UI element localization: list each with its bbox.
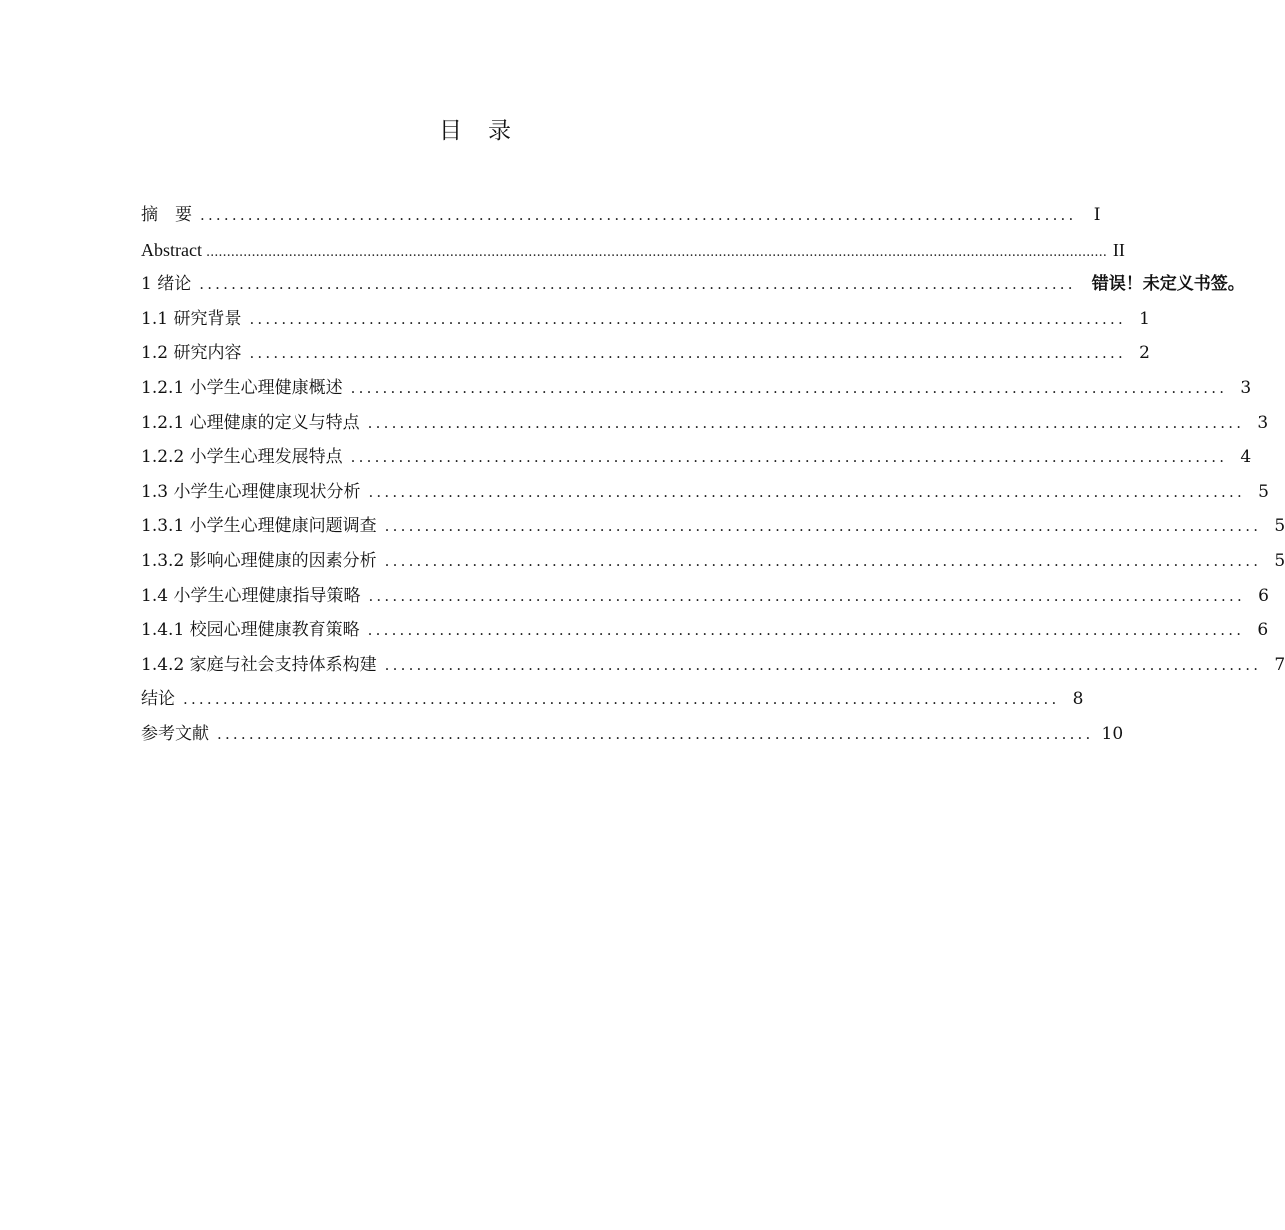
- dot-leader: ..............................................................................................................: [199, 275, 1076, 294]
- toc-entry-label: Abstract: [141, 239, 202, 260]
- dot-leader: ..............................................................................................................: [367, 413, 1245, 432]
- toc-entry-1-4[interactable]: [141, 579, 1269, 614]
- dot-leader: ..............................................................................................................: [200, 206, 1077, 224]
- toc-entry-1-1[interactable]: [141, 302, 1150, 337]
- toc-entry-label: 1.4.1 校园心理健康教育策略: [141, 620, 360, 641]
- toc-entry-chapter-1[interactable]: [141, 267, 1245, 302]
- toc-entry-references[interactable]: [141, 717, 1124, 752]
- dot-leader: ..........................................................................................................................................................................................................................: [205, 244, 1107, 260]
- dot-leader: ..............................................................................................................: [350, 378, 1228, 397]
- toc-entry-1-2-1a[interactable]: [141, 371, 1252, 406]
- toc-entry-label: 1.3 小学生心理健康现状分析: [141, 481, 361, 502]
- toc-entry-page: 2: [1139, 343, 1150, 364]
- toc-entry-label: 1.4 小学生心理健康指导策略: [141, 585, 361, 606]
- toc-entry-1-2[interactable]: [141, 336, 1150, 371]
- title-char-1: 目: [439, 118, 462, 144]
- dot-leader: ..............................................................................................................: [384, 517, 1262, 536]
- toc-entry-label: 摘 要: [141, 205, 192, 225]
- toc-entry-label: 1.2.1 小学生心理健康概述: [141, 377, 343, 398]
- toc-entry-page: 3: [1240, 377, 1252, 398]
- dot-leader: ..............................................................................................................: [350, 448, 1228, 467]
- toc-entry-1-4-1[interactable]: [141, 613, 1269, 648]
- toc-entry-page: 1: [1139, 308, 1150, 329]
- toc-entry-page: 8: [1072, 689, 1084, 710]
- toc-entry-label: 1.2.1 心理健康的定义与特点: [141, 412, 360, 433]
- toc-entry-1-3-1[interactable]: [141, 509, 1285, 544]
- toc-entry-page: 6: [1258, 585, 1269, 606]
- toc-entry-page: 3: [1257, 412, 1269, 433]
- toc-entry-page-error: 错误！未定义书签。: [1091, 274, 1245, 295]
- toc-entry-label: 1.3.2 影响心理健康的因素分析: [141, 550, 377, 571]
- toc-entry-page: II: [1112, 239, 1125, 260]
- toc-entry-abstract-en[interactable]: [141, 233, 1125, 268]
- toc-entry-page: 5: [1274, 516, 1285, 537]
- dot-leader: ..............................................................................................................: [217, 724, 1094, 743]
- toc-entry-conclusion[interactable]: [141, 682, 1084, 717]
- toc-entry-label: 1 绪论: [141, 274, 192, 295]
- dot-leader: ..............................................................................................................: [249, 309, 1126, 328]
- toc-entry-1-2-1b[interactable]: [141, 406, 1269, 441]
- toc-entry-label: 1.3.1 小学生心理健康问题调查: [141, 516, 377, 537]
- toc-entry-label: 结论: [141, 689, 175, 710]
- toc-entry-page: 6: [1257, 620, 1269, 641]
- dot-leader: ..............................................................................................................: [183, 690, 1060, 709]
- dot-leader: ..............................................................................................................: [368, 482, 1245, 501]
- dot-leader: ..............................................................................................................: [384, 551, 1262, 570]
- dot-leader: ..............................................................................................................: [249, 344, 1126, 363]
- dot-leader: ..............................................................................................................: [384, 655, 1262, 674]
- toc-entry-page: 7: [1274, 654, 1285, 675]
- toc-entry-label: 1.2.2 小学生心理发展特点: [141, 447, 343, 468]
- toc-entry-page: 10: [1101, 723, 1124, 744]
- toc-entry-label: 1.1 研究背景: [141, 308, 242, 329]
- toc-entry-1-4-2[interactable]: [141, 648, 1285, 683]
- table-of-contents: [141, 198, 1285, 752]
- toc-entry-abstract-cn[interactable]: [141, 198, 1101, 233]
- page-title: [0, 112, 950, 145]
- toc-entry-page: I: [1093, 205, 1101, 225]
- toc-entry-page: 4: [1240, 447, 1252, 468]
- dot-leader: ..............................................................................................................: [368, 586, 1245, 605]
- toc-entry-label: 参考文献: [141, 723, 209, 744]
- dot-leader: ..............................................................................................................: [367, 621, 1245, 640]
- toc-entry-label: 1.2 研究内容: [141, 343, 242, 364]
- toc-entry-1-2-2[interactable]: [141, 440, 1252, 475]
- toc-entry-page: 5: [1258, 481, 1269, 502]
- title-char-2: 录: [488, 118, 511, 144]
- toc-entry-1-3[interactable]: [141, 475, 1269, 510]
- toc-entry-page: 5: [1274, 550, 1285, 571]
- toc-entry-1-3-2[interactable]: [141, 544, 1285, 579]
- toc-entry-label: 1.4.2 家庭与社会支持体系构建: [141, 654, 377, 675]
